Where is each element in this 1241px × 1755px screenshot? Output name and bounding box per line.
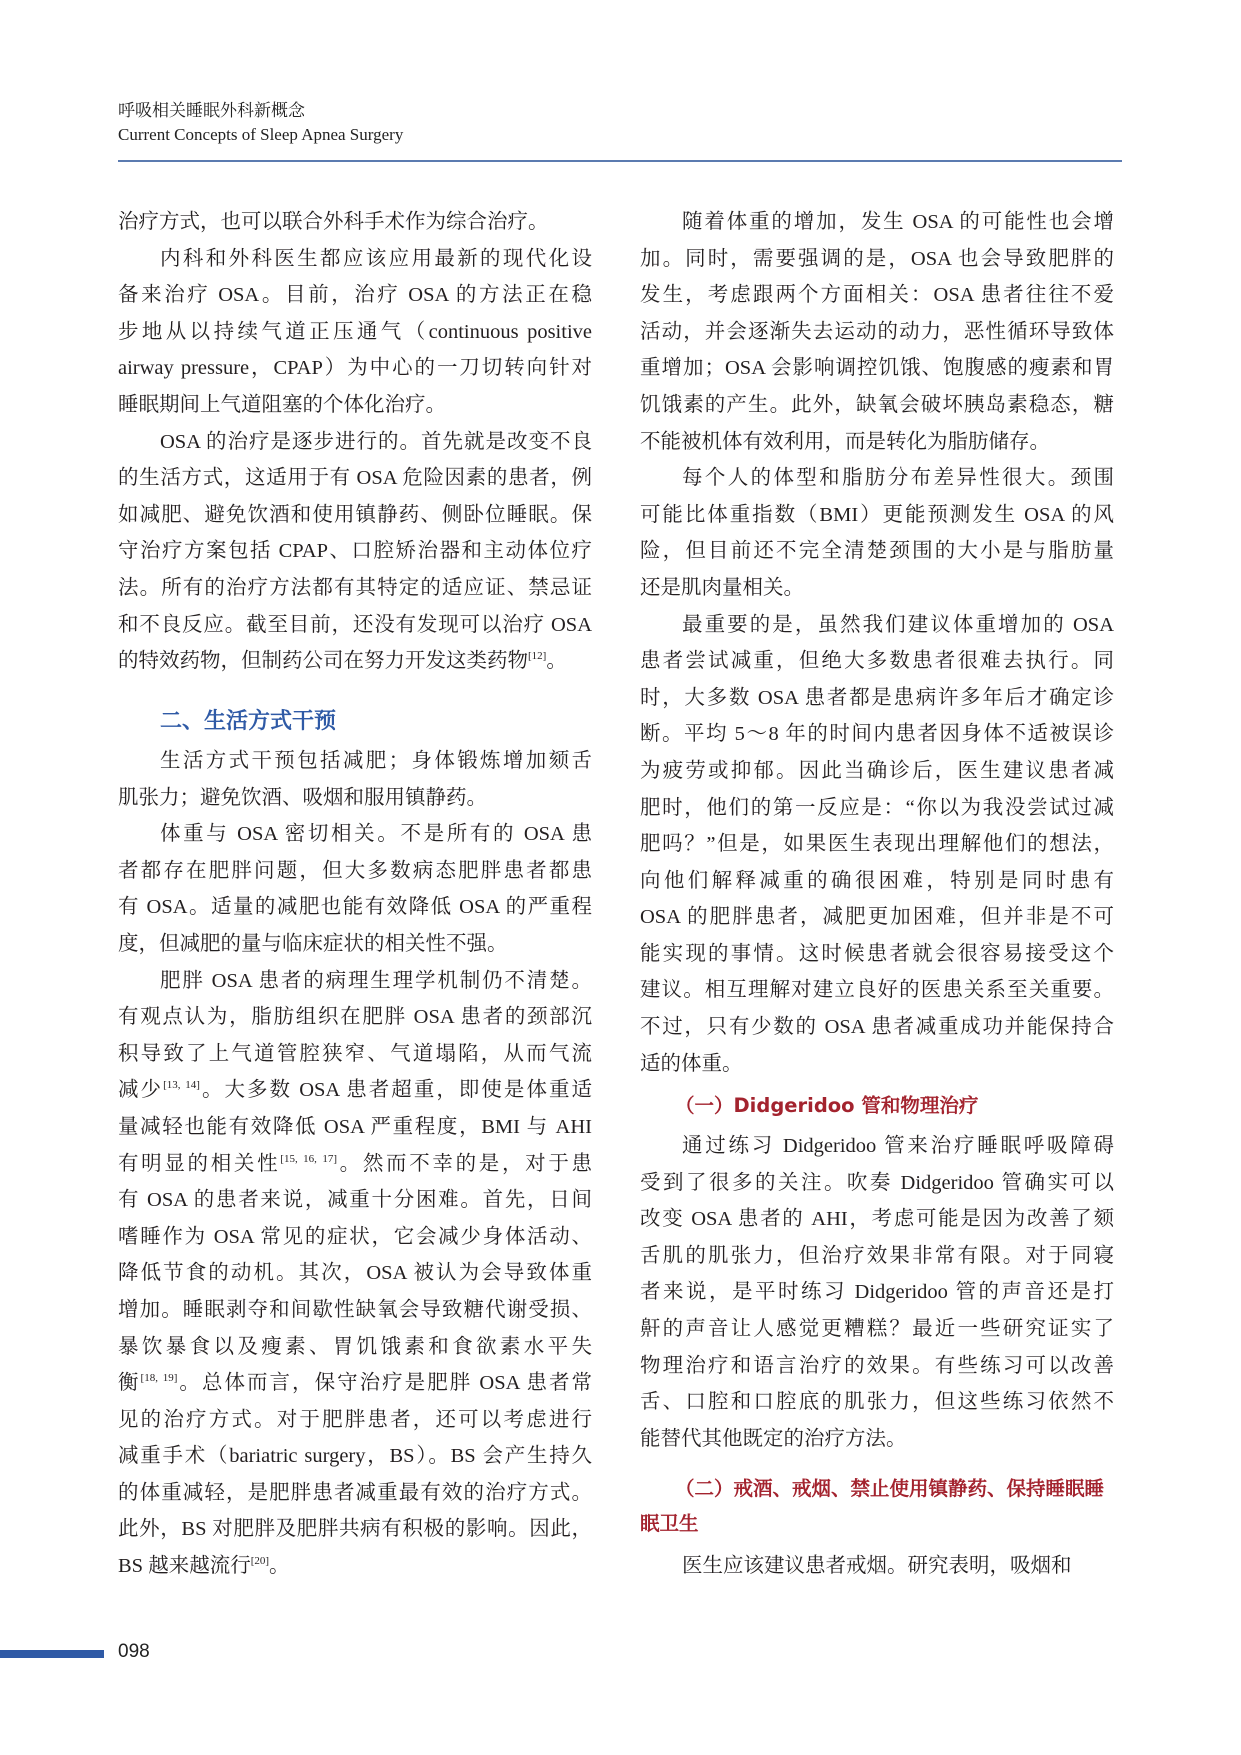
text-line: 重增加；OSA 会影响调控饥饿、饱腹感的瘦素和胃 [640, 357, 1114, 380]
text-line: 物理治疗和语言治疗的效果。有些练习可以改善 [640, 1354, 1114, 1377]
text-line: 如减肥、避免饮酒和使用镇静药、侧卧位睡眠。保 [118, 503, 592, 526]
line-text: 。 [546, 650, 567, 673]
right-column-block-3 [640, 1548, 1114, 1585]
text-line: OSA 的治疗是逐步进行的。首先就是改变不良 [160, 430, 592, 453]
text-line: airway pressure，CPAP）为中心的一刀切转向针对 [118, 357, 592, 380]
text-line [118, 1072, 592, 1109]
text-line: 睡眠期间上气道阻塞的个体化治疗。 [118, 393, 446, 416]
text-line: 还是肌肉量相关。 [640, 576, 804, 599]
subsection-heading-1: （一）Didgeridoo 管和物理治疗 [675, 1094, 979, 1117]
text-line: 暴饮暴食以及瘦素、胃饥饿素和食欲素水平失 [118, 1335, 592, 1358]
text-line: 可能比体重指数（BMI）更能预测发生 OSA 的风 [640, 503, 1114, 526]
text-line [118, 1548, 592, 1585]
text-line: 不能被机体有效利用，而是转化为脂肪储存。 [640, 430, 1050, 453]
right-column-block-2 [640, 1128, 1114, 1457]
text-line: 适的体重。 [640, 1052, 743, 1075]
text-line: 积导致了上气道管腔狭窄、气道塌陷，从而气流 [118, 1042, 592, 1065]
text-line: 随着体重的增加，发生 OSA 的可能性也会增 [682, 211, 1114, 233]
text-line: 建议。相互理解对建立良好的医患关系至关重要。 [640, 979, 1114, 1002]
text-line: 肥胖 OSA 患者的病理生理学机制仍不清楚。 [160, 969, 592, 992]
text-line: 减重手术（bariatric surgery，BS）。BS 会产生持久 [118, 1445, 592, 1468]
text-line: 舌肌的肌张力，但治疗效果非常有限。对于同寝 [640, 1244, 1114, 1267]
text-line: 饥饿素的产生。此外，缺氧会破坏胰岛素稳态，糖 [640, 393, 1114, 416]
citation-reference: [12] [528, 650, 547, 663]
right-column-block-1 [640, 204, 1114, 1082]
citation-reference: [20] [250, 1555, 270, 1568]
text-line: 每个人的体型和脂肪分布差异性很大。颈围 [682, 467, 1114, 490]
text-line: 守治疗方案包括 CPAP、口腔矫治器和主动体位疗 [118, 540, 592, 563]
text-line: 有 OSA 的患者来说，减重十分困难。首先，日间 [118, 1189, 592, 1212]
text-line: 增加。睡眠剥夺和间歇性缺氧会导致糖代谢受损、 [118, 1298, 592, 1321]
line-text: 衡 [118, 1372, 141, 1395]
text-line: 发生，考虑跟两个方面相关：OSA 患者往往不爱 [640, 284, 1114, 307]
running-header-chinese: 呼吸相关睡眠外科新概念 [118, 101, 305, 120]
text-line: 的生活方式，这适用于有 OSA 危险因素的患者，例 [118, 467, 592, 490]
text-line: 向他们解释减重的确很困难，特别是同时患有 [640, 869, 1114, 892]
header-divider [118, 160, 1122, 162]
text-line: 险，但目前还不完全清楚颈围的大小是与脂肪量 [640, 540, 1114, 563]
text-line: 最重要的是，虽然我们建议体重增加的 OSA [682, 613, 1114, 636]
citation-reference: [13, 14] [163, 1079, 200, 1092]
text-line: 受到了很多的关注。吹奏 Didgeridoo 管确实可以 [640, 1171, 1114, 1194]
text-line: 者来说，是平时练习 Didgeridoo 管的声音还是打 [640, 1281, 1114, 1304]
text-line [118, 1146, 592, 1183]
text-line: 此外，BS 对肥胖及肥胖共病有积极的影响。因此， [118, 1518, 592, 1541]
text-line: 肥时，他们的第一反应是：“你以为我没尝试过减 [640, 796, 1114, 819]
text-line [118, 1365, 592, 1402]
text-line: 见的治疗方式。对于肥胖患者，还可以考虑进行 [118, 1408, 592, 1431]
text-line: 活动，并会逐渐失去运动的动力，恶性循环导致体 [640, 320, 1114, 343]
text-line: 嗜睡作为 OSA 常见的症状，它会减少身体活动、 [118, 1225, 592, 1248]
text-line: 加。同时，需要强调的是，OSA 也会导致肥胖的 [640, 247, 1114, 270]
running-header-english: Current Concepts of Sleep Apnea Surgery [118, 125, 404, 144]
text-line: 者都存在肥胖问题，但大多数病态肥胖患者都患 [118, 859, 592, 882]
left-column-block-1 [118, 204, 592, 680]
text-line: 不过，只有少数的 OSA 患者减重成功并能保持合 [640, 1016, 1114, 1039]
text-line: 患者尝试减重，但绝大多数患者很难去执行。同 [640, 650, 1114, 673]
citation-reference: [18, 19] [140, 1372, 178, 1385]
text-line: 为疲劳或抑郁。因此当确诊后，医生建议患者减 [640, 759, 1114, 782]
line-text: 。 [269, 1555, 290, 1578]
text-line: 体重与 OSA 密切相关。不是所有的 OSA 患 [160, 823, 592, 846]
text-line: 的体重减轻，是肥胖患者减重最有效的治疗方式。 [118, 1481, 592, 1504]
footer-accent-bar [0, 1650, 104, 1658]
section-heading: 二、生活方式干预 [160, 709, 337, 734]
text-line: 能替代其他既定的治疗方法。 [640, 1427, 907, 1450]
text-line: 治疗方式，也可以联合外科手术作为综合治疗。 [118, 211, 549, 233]
text-line: 医生应该建议患者戒烟。研究表明，吸烟和 [682, 1555, 1072, 1577]
text-line: 断。平均 5～8 年的时间内患者因身体不适被误诊 [640, 723, 1114, 746]
text-line: 舌、口腔和口腔底的肌张力，但这些练习依然不 [640, 1391, 1114, 1414]
text-line: 备来治疗 OSA。目前，治疗 OSA 的方法正在稳 [118, 284, 592, 307]
text-line: 有 OSA。适量的减肥也能有效降低 OSA 的严重程 [118, 896, 592, 919]
line-text: BS 越来越流行 [118, 1555, 251, 1578]
text-line: 鼾的声音让人感觉更糟糕？最近一些研究证实了 [640, 1317, 1114, 1340]
text-line: OSA 的肥胖患者，减肥更加困难，但并非是不可 [640, 906, 1114, 929]
text-line: 肌张力；避免饮酒、吸烟和服用镇静药。 [118, 786, 487, 809]
text-line: 量减轻也能有效降低 OSA 严重程度，BMI 与 AHI [118, 1115, 592, 1138]
text-line: 有观点认为，脂肪组织在肥胖 OSA 患者的颈部沉 [118, 1006, 592, 1029]
text-line: 内科和外科医生都应该应用最新的现代化设 [160, 247, 592, 270]
text-line: 度，但减肥的量与临床症状的相关性不强。 [118, 932, 508, 955]
text-line: 生活方式干预包括减肥；身体锻炼增加颏舌 [160, 750, 592, 772]
subsection-heading-2: （二）戒酒、戒烟、禁止使用镇静药、保持睡眠睡眠卫生 [640, 1477, 1105, 1535]
text-line: 通过练习 Didgeridoo 管来治疗睡眠呼吸障碍 [682, 1135, 1114, 1157]
line-text: 。总体而言，保守治疗是肥胖 OSA 患者常 [177, 1372, 592, 1395]
line-text: 有明显的相关性 [118, 1152, 281, 1175]
text-line: 降低节食的动机。其次，OSA 被认为会导致体重 [118, 1262, 592, 1285]
text-line: 肥吗？”但是，如果医生表现出理解他们的想法， [640, 833, 1114, 856]
line-text: 。然而不幸的是，对于患 [337, 1152, 593, 1175]
text-line: 和不良反应。截至目前，还没有发现可以治疗 OSA [118, 613, 592, 636]
text-line: 能实现的事情。这时候患者就会很容易接受这个 [640, 942, 1114, 965]
text-line: 时，大多数 OSA 患者都是患病许多年后才确定诊 [640, 686, 1114, 709]
text-line: 改变 OSA 患者的 AHI，考虑可能是因为改善了颏 [640, 1208, 1114, 1231]
line-text: 减少 [118, 1079, 164, 1102]
line-text: 的特效药物，但制药公司在努力开发这类药物 [118, 650, 528, 673]
text-line [118, 643, 592, 680]
text-line: 法。所有的治疗方法都有其特定的适应证、禁忌证 [118, 576, 592, 599]
text-line: 步地从以持续气道正压通气（continuous positive [118, 320, 592, 343]
line-text: 。大多数 OSA 患者超重，即使是体重适 [199, 1079, 593, 1102]
left-column-block-2 [118, 743, 592, 1585]
page-number: 098 [118, 1641, 150, 1662]
citation-reference: [15, 16, 17] [280, 1152, 337, 1165]
